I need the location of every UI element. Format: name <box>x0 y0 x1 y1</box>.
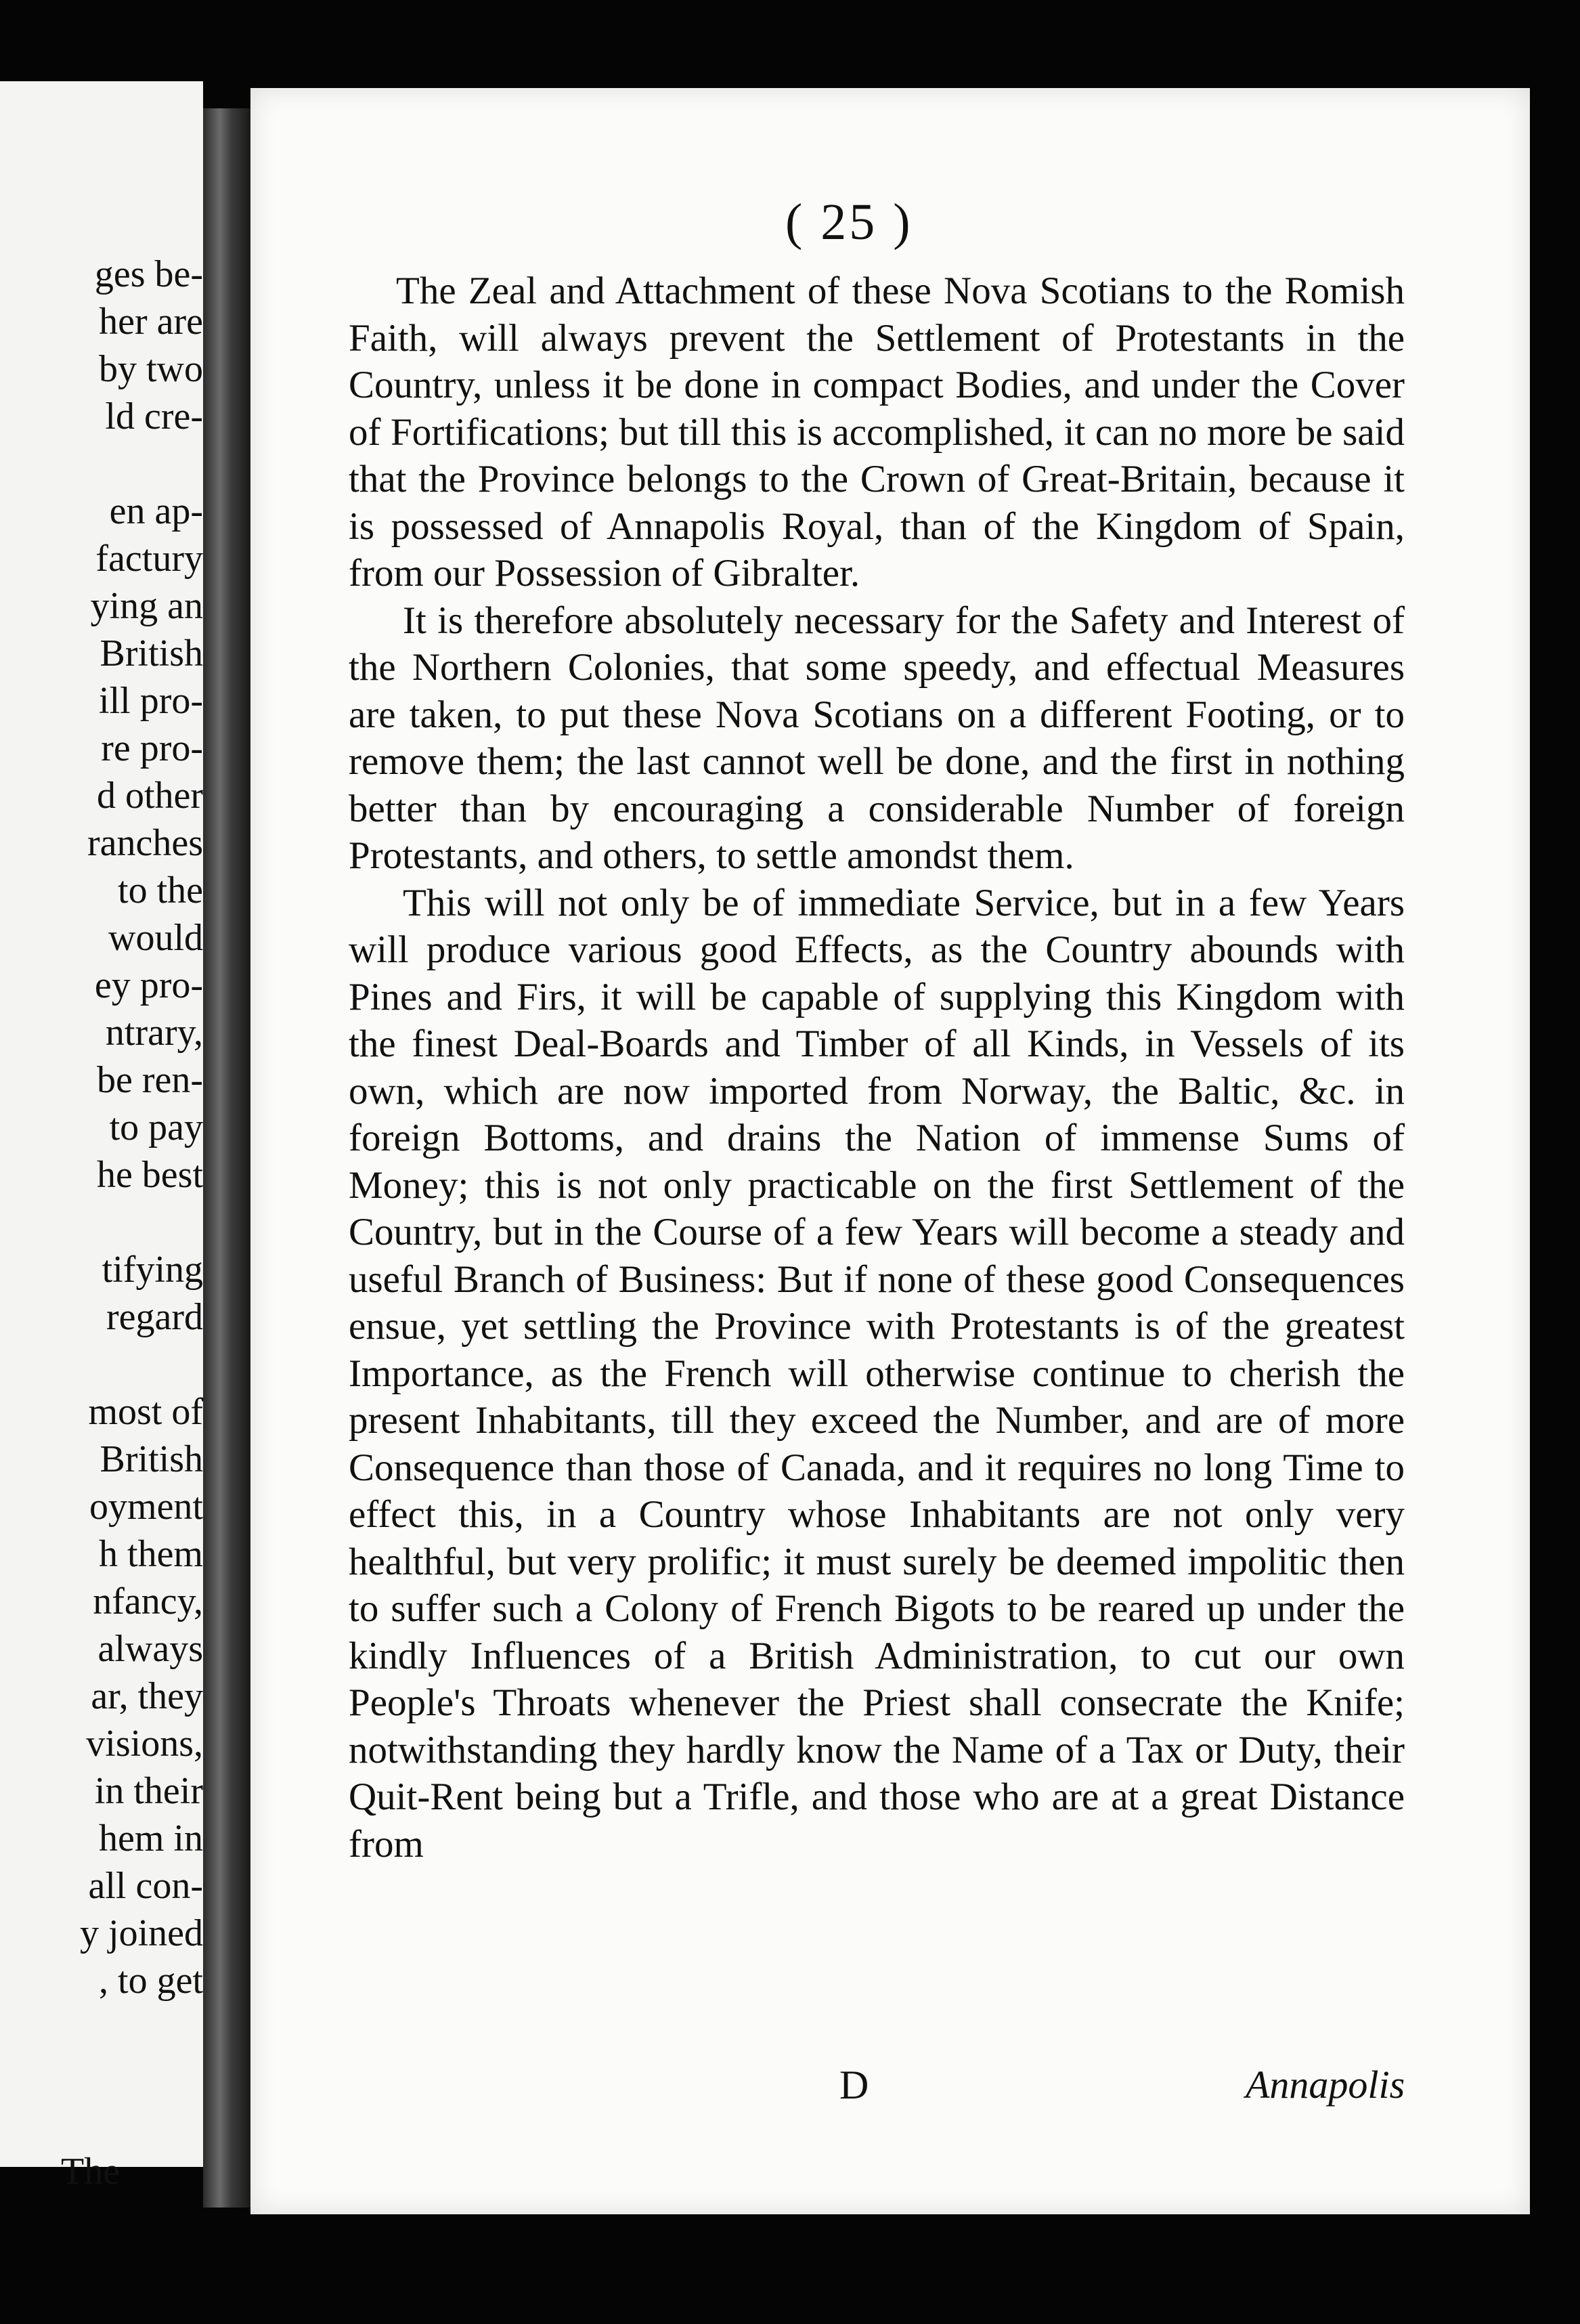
left-page-line: ying an <box>90 585 203 627</box>
left-page-line: ranches <box>87 822 203 864</box>
left-page-line: oyment <box>89 1486 203 1528</box>
left-page-line: re pro- <box>101 727 203 769</box>
left-page-line: ar, they <box>91 1675 203 1717</box>
left-page-line: en ap- <box>109 490 203 532</box>
left-page-line: always <box>97 1628 203 1670</box>
left-page-line: h them <box>99 1533 203 1575</box>
left-page-line: d other <box>96 775 203 817</box>
left-page-line: tifying <box>102 1249 203 1291</box>
left-page-line: by two <box>99 348 203 390</box>
left-page-line: visions, <box>86 1723 203 1765</box>
page-number: ( 25 ) <box>785 194 913 251</box>
left-page-text <box>0 251 203 2004</box>
left-page-line: regard <box>106 1296 203 1338</box>
left-page-line: factury <box>95 538 203 580</box>
left-page-line: to the <box>118 869 203 911</box>
left-page-line: British <box>100 1438 203 1480</box>
catchword: Annapolis <box>1246 2063 1405 2107</box>
left-page-line <box>0 440 203 488</box>
left-page-line <box>0 1199 203 1246</box>
left-facing-page <box>0 81 203 2193</box>
left-page-line: her are <box>99 301 203 343</box>
left-page-line: hem in <box>99 1817 203 1859</box>
paragraph-2: It is therefore absolutely necessary for the Safety and Interest of the Northern Colonies, that some speedy, and effectual Measures are taken, to put these Nova Scotians on a different Footing, or to remove them; the last cannot well be done, and the first in nothing better than by encouraging a considerable Number of foreign Protestants, and others, to settle amondst them. <box>349 599 1405 877</box>
left-page-line: ges be- <box>94 253 203 295</box>
left-page-line: ntrary, <box>105 1012 203 1054</box>
left-page-line: y joined <box>80 1912 203 1954</box>
left-page-catchword: The <box>61 2151 120 2193</box>
paragraph-1: The Zeal and Attachment of these Nova Scotians to the Romish Faith, will always prevent the Settlement of Protestants in the Country, unless it be done in compact Bodies, and under the Cover of Fortifications; but till this is accomplished, it can no more be said that the Province belongs to the Crown of Great-Britain, because it is possessed of Annapolis Royal, than of the Kingdom of Spain, from our Possession of Gibralter. <box>349 270 1405 595</box>
left-page-line: , to get <box>99 1960 203 2002</box>
main-text-block <box>349 267 1405 1868</box>
left-page-line: in their <box>94 1770 203 1812</box>
left-page-line: would <box>108 917 203 959</box>
left-page-line <box>0 1341 203 1388</box>
left-page-line: nfancy, <box>93 1580 203 1622</box>
left-page-line: all con- <box>88 1865 203 1907</box>
left-page-line: he best <box>96 1154 203 1196</box>
book-gutter <box>203 108 250 2208</box>
left-page-line: ill pro- <box>99 680 203 722</box>
left-page-line: be ren- <box>96 1059 203 1101</box>
left-page-line: ey pro- <box>94 964 203 1006</box>
left-page-line: British <box>100 632 203 674</box>
left-page-line: to pay <box>109 1106 203 1148</box>
left-page-line: most of <box>88 1391 203 1433</box>
signature-mark: D <box>839 2063 869 2107</box>
paragraph-3: This will not only be of immediate Service, but in a few Years will produce various good Effects, as the Country abounds with Pines and Firs, it will be capable of supplying this Kingdom with the finest Deal-Boards and Timber of all Kinds, in Vessels of its own, which are now imported from Norway, the Baltic, &c. in foreign Bottoms, and drains the Nation of immense Sums of Money; this is not only practicable on the first Settlement of the Country, but in the Course of a few Years will become a steady and useful Branch of Business: But if none of these good Consequences ensue, yet settling the Province with Protestants is of the greatest Importance, as the French will otherwise continue to cherish the present Inhabitants, till they exceed the Number, and are of more Consequence than those of Canada, and it requires no long Time to effect this, in a Country whose Inhabitants are not only very healthful, but very prolific; it must surely be deemed impolitic then to suffer such a Colony of French Bigots to be reared up under the kindly Influences of a British Administration, to cut our own People's Throats whenever the Priest shall consecrate the Knife; notwithstanding they hardly know the Name of a Tax or Duty, their Quit-Rent being but a Trifle, and those who are at a great Distance from <box>349 881 1405 1866</box>
left-page-line: ld cre- <box>105 395 203 437</box>
